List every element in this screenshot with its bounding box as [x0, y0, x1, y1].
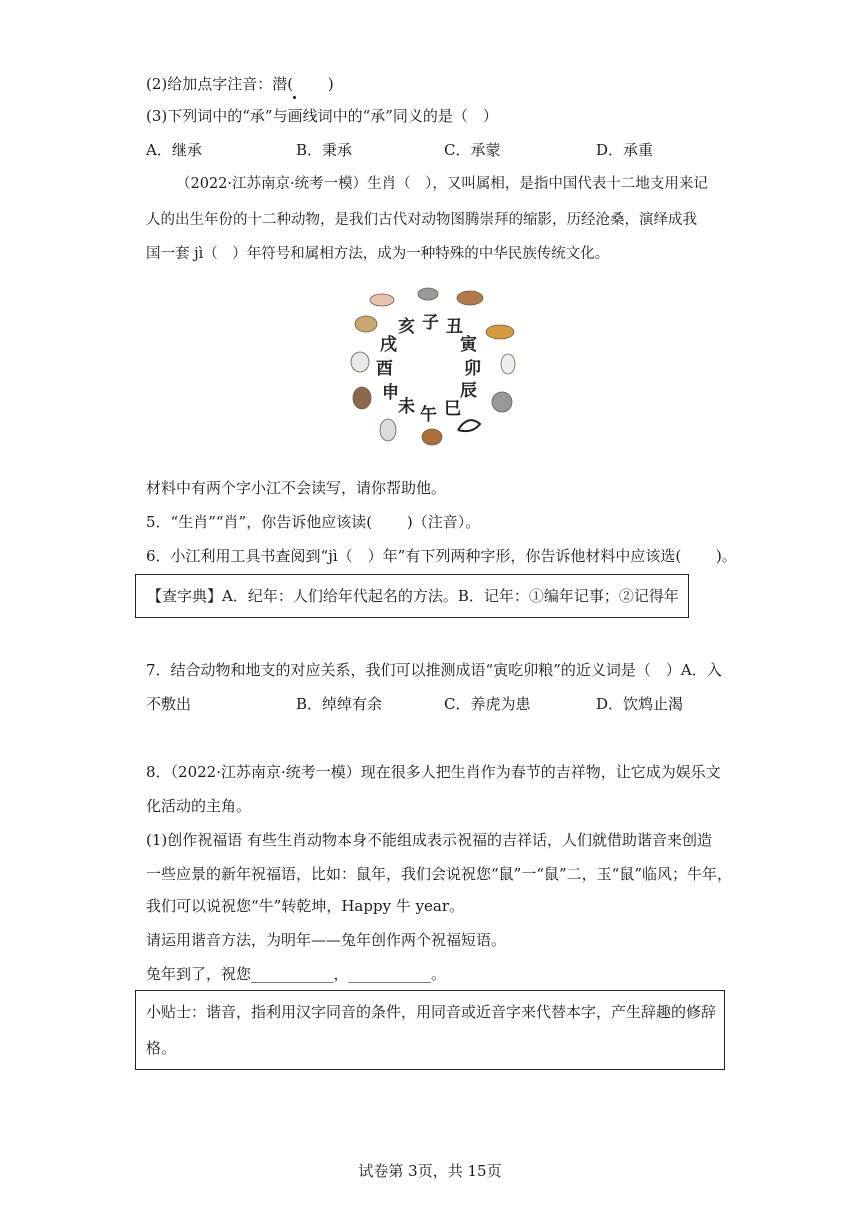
zodiac-char-zi: 子 [422, 313, 439, 333]
passage-line: 人的出生年份的十二种动物，是我们古代对动物图腾崇拜的缩影，历经沧桑，演绎成我 [146, 212, 697, 228]
zodiac-char-chen: 辰 [460, 381, 477, 401]
page-footer: 试卷第 3页，共 15页 [358, 1162, 502, 1180]
zodiac-characters [376, 313, 481, 425]
zodiac-char-chou: 丑 [446, 317, 463, 337]
passage-line: （2022·江苏南京·统考一模）生肖（ ），又叫属相，是指中国代表十二地支用来记 [176, 176, 708, 192]
question-8-task: 请运用谐音方法，为明年——兔年创作两个祝福短语。 [146, 931, 507, 949]
question-3-line: (3)下列词中的“承”与画线词中的“承”同义的是（ ） [146, 107, 498, 125]
tip-text: 小贴士：谐音，指利用汉字同音的条件，用同音或近音字来代替本字，产生辞趣的修辞 [146, 1003, 717, 1021]
option-a: A．继承 [146, 141, 202, 159]
zodiac-char-wei: 未 [398, 397, 415, 417]
question-8-sub1: 一些应景的新年祝福语，比如：鼠年，我们会说祝您“鼠”一“鼠”二，玉“鼠”临风；牛年， [146, 865, 733, 883]
zodiac-char-mao: 卯 [464, 359, 481, 379]
option-b: B．绰绰有余 [296, 695, 383, 713]
option-d: D．饮鸩止渴 [596, 695, 684, 713]
material-instruction: 材料中有两个字小江不会读写，请你帮助他。 [146, 479, 447, 497]
question-8-sub1: 我们可以说祝您“牛”转乾坤，Happy 牛 year。 [146, 897, 465, 915]
question-7-line: 7．结合动物和地支的对应关系，我们可以推测成语“寅吃卯粮”的近义词是（ ）A．入 [146, 661, 722, 679]
tip-text: 格。 [146, 1039, 177, 1057]
zodiac-wheel-image [340, 282, 530, 457]
zodiac-char-you: 酉 [376, 359, 393, 379]
question-5-line: 5．“生肖”“肖”，你告诉他应该读( )（注音）。 [146, 513, 481, 531]
zodiac-char-wu: 午 [420, 405, 437, 425]
answer-blank-line: 兔年到了，祝您___________，___________。 [146, 965, 447, 983]
question-8-sub1: (1)创作祝福语 有些生肖动物本身不能组成表示祝福的吉祥话，人们就借助谐音来创造 [146, 831, 713, 849]
zodiac-char-yin: 寅 [460, 335, 477, 355]
zodiac-char-xu: 戌 [380, 335, 397, 355]
question-8-line: 化活动的主角。 [146, 797, 252, 815]
question-8-line: 8．（2022·江苏南京·统考一模）现在很多人把生肖作为春节的吉祥物，让它成为娱乐文 [146, 763, 721, 781]
option-a-continued: 不敷出 [146, 695, 192, 713]
question-6-line: 6．小江利用工具书查阅到“jì（ ）年”有下列两种字形，你告诉他材料中应该选( )。 [146, 547, 737, 565]
dictionary-text: 【查字典】A．纪年：人们给年代起名的方法。B．记年：①编年记事；②记得年 [147, 587, 679, 605]
question-2-line: (2)给加点字注音：潜( ) [146, 75, 334, 93]
zodiac-char-si: 巳 [444, 399, 461, 419]
option-b: B．秉承 [296, 141, 353, 159]
zodiac-char-hai: 亥 [398, 317, 415, 337]
zodiac-char-shen: 申 [382, 383, 399, 403]
emphasis-dot [293, 96, 296, 99]
passage-line: 国一套 jì（ ）年符号和属相方法，成为一种特殊的中华民族传统文化。 [146, 246, 610, 262]
option-d: D．承重 [596, 141, 654, 159]
option-c: C．养虎为患 [444, 695, 531, 713]
option-c: C．承蒙 [444, 141, 501, 159]
